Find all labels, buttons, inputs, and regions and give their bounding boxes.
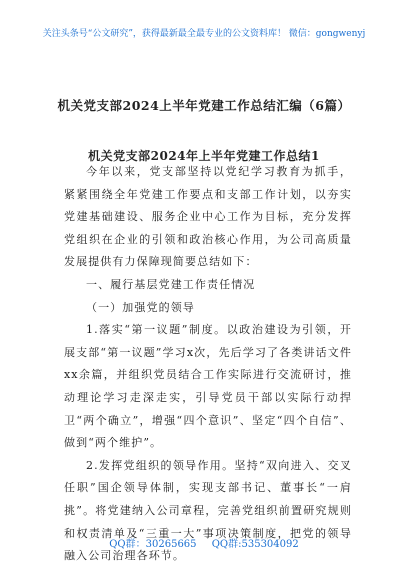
heading-level-2: （一）加强党的领导 [86, 300, 195, 314]
section-title: 机关党支部2024年上半年党建工作总结1 [88, 149, 320, 163]
intro-paragraph: 今年以来，党支部坚持以党纪学习教育为抓手，紧紧围绕全年党建工作要点和支部工作计划，以夯实党建基础建设、服务企业中心工作为目标，充分发挥党组织在企业的引领和政治核心作用，为公司高质量发展提供有力保障现简要总结如下： [64, 165, 352, 269]
footer-qq-group-1: QQ群：30265665 [109, 539, 197, 550]
heading-level-1: 一、履行基层党建工作责任情况 [86, 277, 256, 291]
body-paragraph: 1.落实“第一议题”制度。以政治建设为引领，开展支部“第一议题”学习x次，先后学习了各类讲话文件xx余篇，并组织党员结合工作实际进行交流研讨，推动理论学习走深走实，引导党员干部以实际行动捍卫“两个确立”，增强“四个意识”、坚定“四个自信”、做到“两个维护”。 [64, 323, 352, 450]
document-body [64, 161, 352, 568]
footer [0, 535, 408, 550]
footer-qq-group-2: QQ群:535304092 [211, 539, 299, 550]
body-paragraph: 2.发挥党组织的领导作用。坚持“双向进入、交叉任职”国企领导体制，实现支部书记、董事长“一肩挑”。将党建纳入公司章程，完善党组织前置研究规则和权责清单及“三重一大”事项决策制度，把党的领导融入公司治理各环节。 [64, 458, 352, 563]
document-title: 机关党支部2024上半年党建工作总结汇编（6篇） [57, 98, 351, 113]
header-banner: 关注头条号“公文研究”，获得最新最全最专业的公文资料库！ 微信：gongwenyj [42, 29, 366, 39]
